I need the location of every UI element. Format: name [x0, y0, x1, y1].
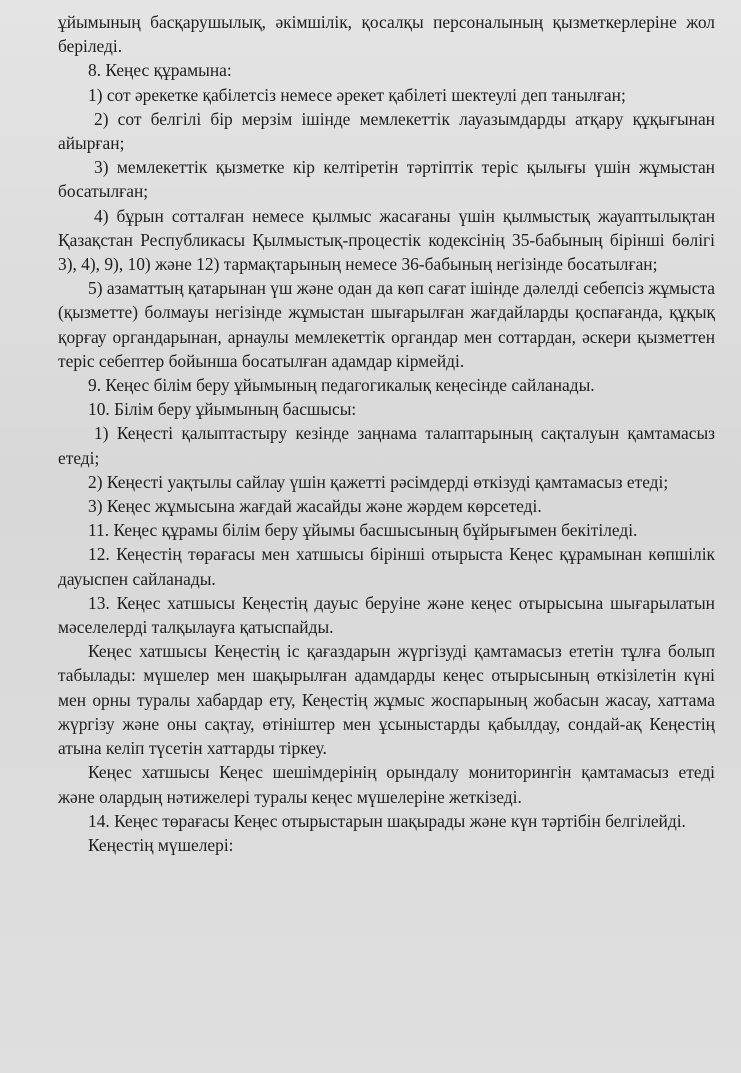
section-8-item-2: 2) сот белгілі бір мерзім ішінде мемлекеттік лауазымдарды атқару құқығынан айырған;: [58, 108, 715, 154]
section-10-item-3: 3) Кеңес жұмысына жағдай жасайды және жәрдем көрсетеді.: [88, 496, 542, 517]
section-8-item-3: 3) мемлекеттік қызметке кір келтіретін тәртіптік теріс қылығы үшін жұмыстан босатылған;: [58, 157, 715, 202]
section-11: 11. Кеңес құрамы білім беру ұйымы басшысының бұйрығымен бекітіледі.: [88, 520, 638, 541]
section-13: 13. Кеңес хатшысы Кеңестің дауыс беруіне және кеңес отырысына шығарылатын мәселелерді талқылауға қатыспайды.: [58, 592, 715, 638]
section-8-item-4: 4) бұрын сотталған немесе қылмыс жасағаны үшін қылмыстық жауаптылықтан Қазақстан Республикасы Қылмыстық-процестік кодексінің 35-бабының бірінші бөлігі 3), 4), 9), 10) және 12) тармақтарының немесе 36-бабының негізінде босатылған;: [58, 205, 715, 275]
section-14: 14. Кеңес төрағасы Кеңес отырыстарын шақырады және күн тәртібін белгілейді.: [88, 810, 686, 831]
section-10-item-2: 2) Кеңесті уақтылы сайлау үшін қажетті рәсімдерді өткізуді қамтамасыз етеді;: [88, 471, 669, 492]
section-9: 9. Кеңес білім беру ұйымының педагогикалық кеңесінде сайланады.: [88, 375, 595, 396]
secretary-duties-paragraph: Кеңес хатшысы Кеңестің іс қағаздарын жүргізуді қамтамасыз ететін тұлға болып табылады: мүшелер мен шақырылған адамдарды кеңес отырысының өткізілетін күні мен орны туралы хабардар ету, Кеңестің жұмыс жоспарының жобасын жасау, хаттама жүргізу және оны сақтау, өтініштер мен ұсыныстарды қабылдау, сондай-ақ Кеңестің атына келіп түсетін хаттарды тіркеу.: [58, 641, 715, 759]
section-8-item-5: 5) азаматтың қатарынан үш және одан да көп сағат ішінде дәлелді себепсіз жұмыста (қызметте) болмауы негізінде жұмыстан шығарылған жағдайларды қоспағанда, құқық қорғау органдарынан, арнаулы мемлекеттік органдар мен соттардан, әскери қызметтен теріс себептер бойынша босатылған адамдар кірмейді.: [58, 278, 715, 371]
council-members-heading: Кеңестің мүшелері:: [88, 834, 234, 855]
paragraph-continuation: ұйымының басқарушылық, әкімшілік, қосалқы персоналының қызметкерлеріне жол беріледі.: [58, 12, 715, 57]
section-8-item-1: 1) сот әрекетке қабілетсіз немесе әрекет қабілеті шектеулі деп танылған;: [88, 84, 626, 105]
section-10-heading: 10. Білім беру ұйымының басшысы:: [88, 399, 357, 420]
section-12: 12. Кеңестің төрағасы мен хатшысы бірінші отырыста Кеңес құрамынан көпшілік дауыспен сайланады.: [58, 544, 715, 589]
section-10-item-1: 1) Кеңесті қалыптастыру кезінде заңнама талаптарының сақталуын қамтамасыз етеді;: [58, 423, 715, 468]
section-8-heading: 8. Кеңес құрамына:: [88, 60, 232, 81]
secretary-monitoring-paragraph: Кеңес хатшысы Кеңес шешімдерінің орындалу мониторингін қамтамасыз етеді және олардың нәтижелері туралы кеңес мүшелеріне жеткізеді.: [58, 762, 715, 807]
